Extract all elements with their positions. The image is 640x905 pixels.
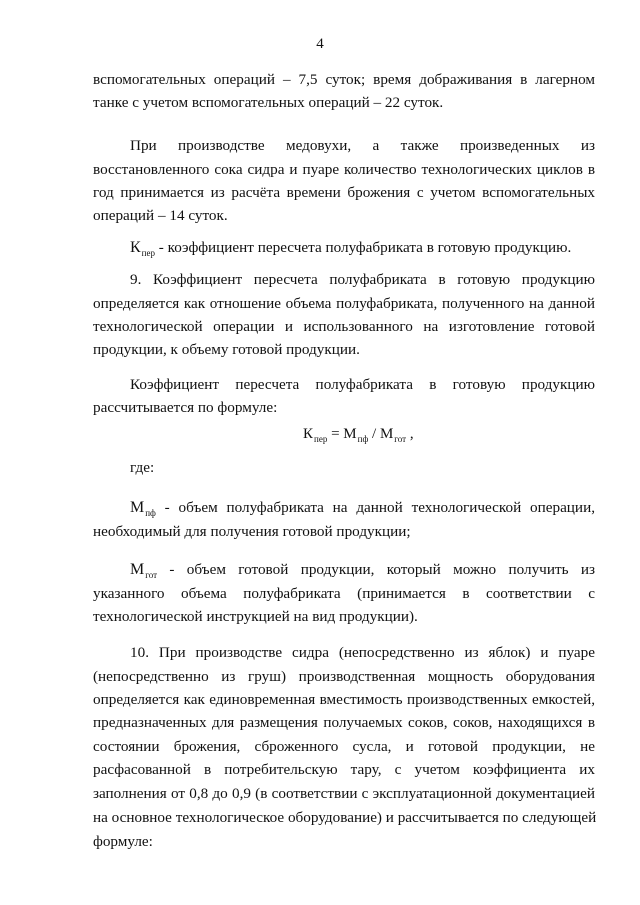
formula-k: К xyxy=(303,426,314,442)
text-line: указанного объема полуфабриката (принимается в соответствии с xyxy=(93,585,595,602)
text-line: 9. Коэффициент пересчета полуфабриката в готовую продукцию xyxy=(130,271,595,288)
text-line: танке с учетом вспомогательных операций – 22 суток. xyxy=(93,94,444,111)
definition-text: - объем полуфабриката на данной технологической операции, xyxy=(155,499,595,516)
definition-m-got xyxy=(130,560,595,580)
formula-sub-per: пер xyxy=(314,434,328,444)
text-line: состоянии брожения, сброженного сусла, и готовой продукции, не xyxy=(93,738,595,755)
text-line: восстановленного сока сидра и пуаре количество технологических циклов в xyxy=(93,161,595,178)
symbol-m: М xyxy=(130,561,145,578)
text-line: продукции, к объему готовой продукции. xyxy=(93,341,360,358)
definition-text: - коэффициент пересчета полуфабриката в готовую продукцию. xyxy=(154,239,572,256)
formula-sub-pf: пф xyxy=(357,434,369,444)
text-line: заполнения от 0,8 до 0,9 (в соответствии с эксплуатационной документацией xyxy=(93,785,595,802)
text-line: на основное технологическое оборудование) и рассчитывается по следующей xyxy=(93,809,597,826)
formula-sub-got: гот xyxy=(394,434,407,444)
text-line: 10. При производстве сидра (непосредственно из яблок) и пуаре xyxy=(130,644,595,661)
text-line: Коэффициент пересчета полуфабриката в готовую продукцию xyxy=(130,376,595,393)
text-line: вспомогательных операций – 7,5 суток; время дображивания в лагерном xyxy=(93,71,595,88)
formula-m: = М xyxy=(327,426,357,442)
text-line: (непосредственно из груш) производственная мощность оборудования xyxy=(93,668,595,685)
subscript-pf: пф xyxy=(145,508,156,518)
formula xyxy=(303,426,414,443)
definition-text: - объем готовой продукции, который можно получить из xyxy=(157,561,595,578)
subscript-per: пер xyxy=(141,248,155,258)
definition-k-per xyxy=(130,238,595,258)
text-line: формуле: xyxy=(93,833,153,850)
text-line: где: xyxy=(130,459,155,476)
subscript-got: гот xyxy=(145,570,158,580)
text-line: определяется как отношение объема полуфабриката, полученного на данной xyxy=(93,295,595,312)
symbol-k: К xyxy=(130,239,141,256)
page-number: 4 xyxy=(316,36,324,52)
text-line: расфасованной в потребительскую тару, с учетом коэффициента их xyxy=(93,761,595,778)
definition-m-pf xyxy=(130,498,595,518)
formula-div-m: / М xyxy=(368,426,394,442)
symbol-m: М xyxy=(130,499,145,516)
text-line: рассчитывается по формуле: xyxy=(93,399,278,416)
text-line: необходимый для получения готовой продукции; xyxy=(93,523,411,540)
text-line: определяется как единовременная вместимость производственных емкостей, xyxy=(93,691,595,708)
text-line: При производстве медовухи, а также произведенных из xyxy=(130,137,595,154)
text-line: технологической инструкцией на вид продукции). xyxy=(93,608,418,625)
text-line: операций – 14 суток. xyxy=(93,207,228,224)
text-line: предназначенных для размещения получаемых соков, соков, находящихся в xyxy=(93,714,595,731)
text-line: технологической операции и использованного на изготовление готовой xyxy=(93,318,595,335)
text-line: год принимается из расчёта времени брожения с учетом вспомогательных xyxy=(93,184,595,201)
formula-comma: , xyxy=(406,426,414,442)
